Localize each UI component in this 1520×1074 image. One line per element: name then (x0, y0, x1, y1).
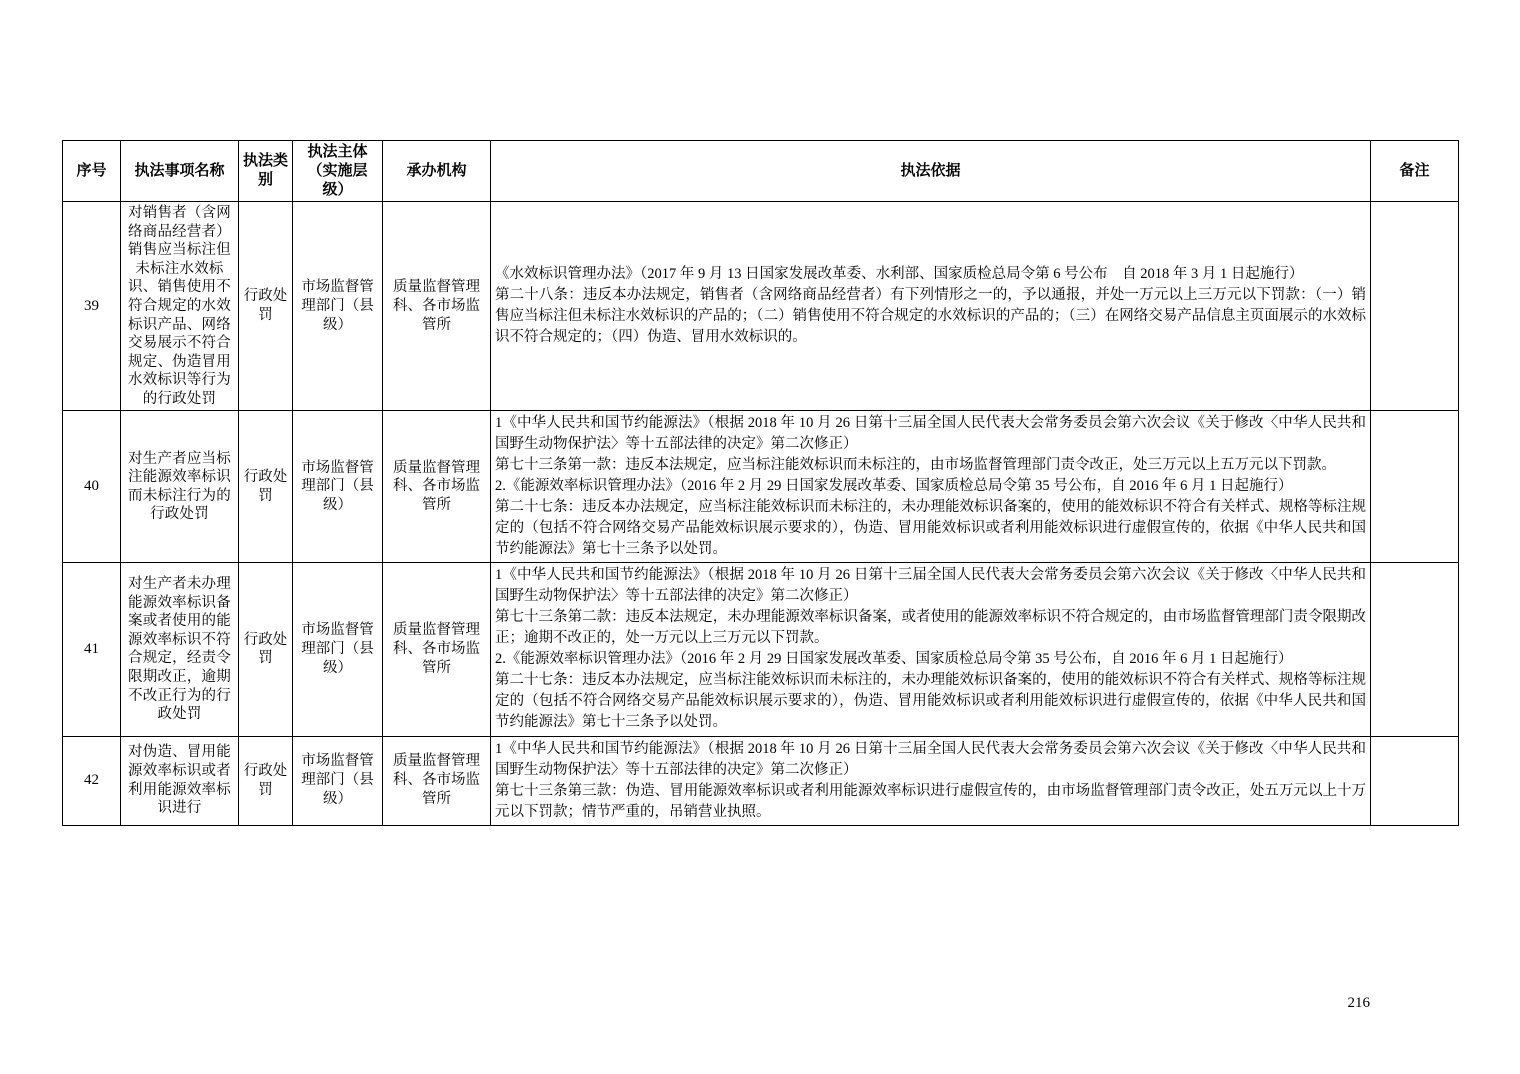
legal-basis-paragraph: 1《中华人民共和国节约能源法》（根据 2018 年 10 月 26 日第十三届全国人民代表大会常务委员会第六次会议《关于修改〈中华人民共和国野生动物保护法〉等十五部法律的决定》第二次修正） (495, 567, 1366, 605)
column-header-name: 执法事项名称 (121, 141, 239, 202)
legal-basis-paragraph: 1《中华人民共和国节约能源法》（根据 2018 年 10 月 26 日第十三届全国人民代表大会常务委员会第六次会议《关于修改〈中华人民共和国野生动物保护法〉等十五部法律的决定》第二次修正） (495, 415, 1366, 453)
cell-item-type: 行政处罚 (239, 736, 293, 825)
cell-seq: 40 (63, 411, 121, 563)
cell-handling-org: 质量监督管理科、各市场监管所 (383, 411, 491, 563)
enforcement-items-table (62, 140, 1459, 826)
legal-basis-paragraph: 《水效标识管理办法》（2017 年 9 月 13 日国家发展改革委、水利部、国家质检总局令第 6 号公布 自 2018 年 3 月 1 日起施行） (495, 266, 1304, 283)
cell-remark (1371, 411, 1459, 563)
table-row (63, 563, 1459, 736)
legal-basis-paragraph: 第七十三条第三款：伪造、冒用能源效率标识或者利用能源效率标识进行虚假宣传的，由市场监督管理部门责令改正，处五万元以上十万元以下罚款；情节严重的，吊销营业执照。 (495, 782, 1366, 820)
cell-item-type: 行政处罚 (239, 411, 293, 563)
column-header-type: 执法类别 (239, 141, 293, 202)
cell-remark (1371, 202, 1459, 411)
cell-seq: 39 (63, 202, 121, 411)
column-header-remark: 备注 (1371, 141, 1459, 202)
column-header-basis: 执法依据 (491, 141, 1371, 202)
cell-enforcement-subject: 市场监督管理部门（县级） (293, 411, 383, 563)
legal-basis-paragraph: 2.《能源效率标识管理办法》（2016 年 2 月 29 日国家发展改革委、国家质检总局令第 35 号公布，自 2016 年 6 月 1 日起施行） (495, 651, 1293, 668)
cell-remark (1371, 736, 1459, 825)
cell-legal-basis (491, 736, 1371, 825)
cell-enforcement-subject: 市场监督管理部门（县级） (293, 736, 383, 825)
cell-enforcement-subject: 市场监督管理部门（县级） (293, 563, 383, 736)
legal-basis-paragraph: 第二十七条：违反本办法规定，应当标注能效标识而未标注的，未办理能效标识备案的，使用的能效标识不符合有关样式、规格等标注规定的（包括不符合网络交易产品能效标识展示要求的），伪造、冒用能效标识或者利用能效标识进行虚假宣传的，依据《中华人民共和国节约能源法》第七十三条予以处罚。 (495, 672, 1366, 731)
cell-item-name: 对销售者（含网络商品经营者）销售应当标注但未标注水效标识、销售使用不符合规定的水效标识产品、网络交易展示不符合规定、伪造冒用水效标识等行为的行政处罚 (121, 202, 239, 411)
cell-seq: 41 (63, 563, 121, 736)
table-header-row (63, 141, 1459, 202)
cell-handling-org: 质量监督管理科、各市场监管所 (383, 736, 491, 825)
cell-seq: 42 (63, 736, 121, 825)
cell-legal-basis (491, 202, 1371, 411)
cell-handling-org: 质量监督管理科、各市场监管所 (383, 202, 491, 411)
legal-basis-paragraph: 1《中华人民共和国节约能源法》（根据 2018 年 10 月 26 日第十三届全国人民代表大会常务委员会第六次会议《关于修改〈中华人民共和国野生动物保护法〉等十五部法律的决定》第二次修正） (495, 740, 1366, 778)
cell-legal-basis (491, 563, 1371, 736)
cell-item-type: 行政处罚 (239, 202, 293, 411)
legal-basis-paragraph: 第七十三条第二款：违反本法规定，未办理能源效率标识备案，或者使用的能源效率标识不符合规定的，由市场监督管理部门责令限期改正；逾期不改正的，处一万元以上三万元以下罚款。 (495, 609, 1366, 647)
table-row (63, 202, 1459, 411)
legal-basis-paragraph: 第二十八条：违反本办法规定，销售者（含网络商品经营者）有下列情形之一的，予以通报，并处一万元以上三万元以下罚款：（一）销售应当标注但未标注水效标识的产品的；（二）销售使用不符合规定的水效标识的产品的；（三）在网络交易产品信息主页面展示的水效标识不符合规定的；（四）伪造、冒用水效标识的。 (495, 287, 1366, 346)
cell-enforcement-subject: 市场监督管理部门（县级） (293, 202, 383, 411)
table-row (63, 411, 1459, 563)
cell-item-name: 对生产者未办理能源效率标识备案或者使用的能源效率标识不符合规定，经责令限期改正，逾期不改正行为的行政处罚 (121, 563, 239, 736)
cell-item-type: 行政处罚 (239, 563, 293, 736)
cell-item-name: 对伪造、冒用能源效率标识或者利用能源效率标识进行 (121, 736, 239, 825)
column-header-subject: 执法主体（实施层级） (293, 141, 383, 202)
cell-legal-basis (491, 411, 1371, 563)
cell-remark (1371, 563, 1459, 736)
legal-basis-paragraph: 第七十三条第一款：违反本法规定，应当标注能效标识而未标注的，由市场监督管理部门责令改正，处三万元以上五万元以下罚款。 (495, 457, 1336, 474)
table-row (63, 736, 1459, 825)
page-number: 216 (1347, 995, 1370, 1011)
column-header-org: 承办机构 (383, 141, 491, 202)
column-header-seq: 序号 (63, 141, 121, 202)
legal-basis-paragraph: 2.《能源效率标识管理办法》（2016 年 2 月 29 日国家发展改革委、国家质检总局令第 35 号公布，自 2016 年 6 月 1 日起施行） (495, 478, 1293, 495)
cell-item-name: 对生产者应当标注能源效率标识而未标注行为的行政处罚 (121, 411, 239, 563)
legal-basis-paragraph: 第二十七条：违反本办法规定，应当标注能效标识而未标注的，未办理能效标识备案的，使用的能效标识不符合有关样式、规格等标注规定的（包括不符合网络交易产品能效标识展示要求的），伪造、冒用能效标识或者利用能效标识进行虚假宣传的，依据《中华人民共和国节约能源法》第七十三条予以处罚。 (495, 499, 1366, 558)
cell-handling-org: 质量监督管理科、各市场监管所 (383, 563, 491, 736)
